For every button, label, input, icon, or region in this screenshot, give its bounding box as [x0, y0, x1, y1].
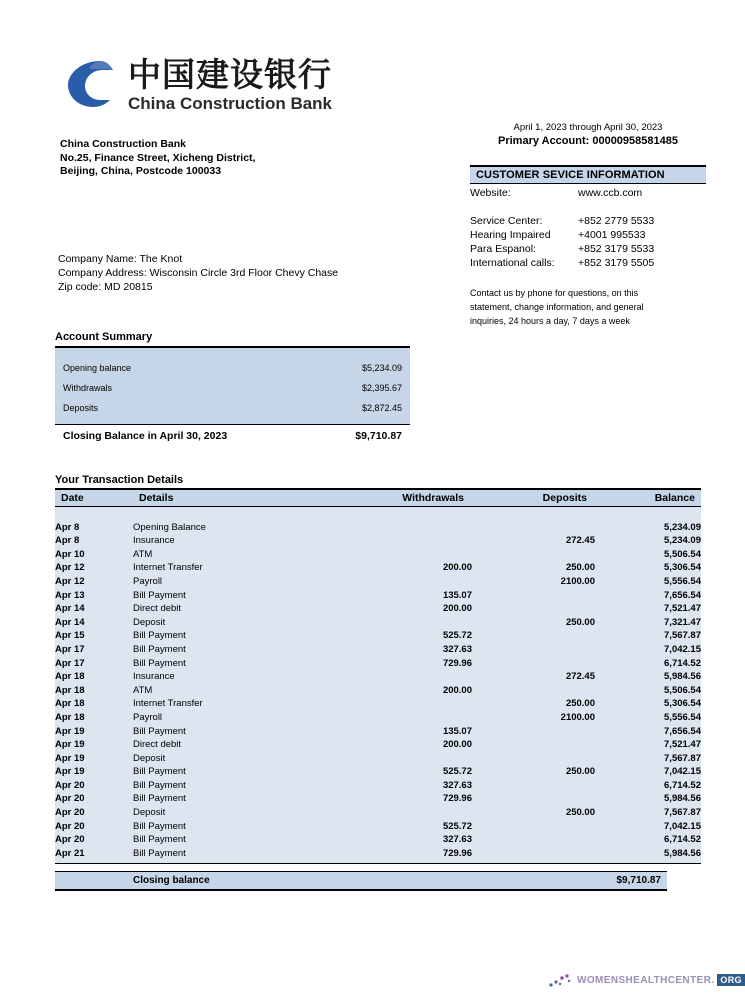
cell-withdrawals: 327.63 — [349, 833, 472, 847]
cell-details: Bill Payment — [133, 629, 349, 643]
cell-deposits: 2100.00 — [472, 575, 595, 589]
cell-withdrawals: 200.00 — [349, 602, 472, 616]
cell-details: Opening Balance — [133, 521, 349, 535]
cell-balance: 7,042.15 — [595, 765, 701, 779]
cell-balance: 7,656.54 — [595, 725, 701, 739]
cell-withdrawals: 200.00 — [349, 684, 472, 698]
cell-balance: 7,042.15 — [595, 820, 701, 834]
cell-balance: 5,306.54 — [595, 561, 701, 575]
account-summary-closing-row — [55, 424, 410, 444]
cell-details: Bill Payment — [133, 765, 349, 779]
cell-balance: 5,306.54 — [595, 697, 701, 711]
cell-details: Bill Payment — [133, 643, 349, 657]
cell-date: Apr 18 — [55, 711, 133, 725]
cell-withdrawals — [349, 670, 472, 684]
cell-deposits: 272.45 — [472, 670, 595, 684]
cell-details: Insurance — [133, 534, 349, 548]
watermark-text: WOMENSHEALTHCENTER. — [577, 974, 715, 986]
table-row[interactable] — [55, 779, 701, 793]
cell-deposits — [472, 847, 595, 864]
cell-details: Bill Payment — [133, 657, 349, 671]
footer-watermark — [548, 972, 745, 988]
cell-details: Deposit — [133, 752, 349, 766]
cell-details: Bill Payment — [133, 820, 349, 834]
summary-row-label: Opening balance — [63, 363, 132, 373]
cell-details: ATM — [133, 684, 349, 698]
cell-deposits: 250.00 — [472, 765, 595, 779]
transaction-table-head — [55, 489, 701, 507]
table-row[interactable] — [55, 602, 701, 616]
cell-date: Apr 20 — [55, 833, 133, 847]
cell-deposits — [472, 602, 595, 616]
cell-date: Apr 21 — [55, 847, 133, 864]
primary-account-number: Primary Account: 00000958581485 — [498, 135, 678, 147]
cell-withdrawals — [349, 752, 472, 766]
table-row[interactable] — [55, 806, 701, 820]
table-row[interactable] — [55, 738, 701, 752]
bank-address — [60, 138, 255, 179]
cell-withdrawals: 729.96 — [349, 847, 472, 864]
transaction-details-block — [55, 474, 701, 864]
cell-details: Internet Transfer — [133, 561, 349, 575]
customer-service-website-row — [470, 186, 706, 200]
table-row[interactable] — [55, 670, 701, 684]
transaction-header-row — [55, 489, 701, 507]
cell-deposits — [472, 792, 595, 806]
cell-balance: 6,714.52 — [595, 833, 701, 847]
contact-row — [470, 228, 706, 242]
cell-withdrawals: 135.07 — [349, 589, 472, 603]
cell-balance: 7,567.87 — [595, 629, 701, 643]
table-row[interactable] — [55, 752, 701, 766]
table-row[interactable] — [55, 847, 701, 864]
transaction-table-body — [55, 507, 701, 864]
cell-details: Payroll — [133, 711, 349, 725]
account-summary-title: Account Summary — [55, 331, 410, 348]
cell-withdrawals: 729.96 — [349, 657, 472, 671]
statement-period: April 1, 2023 through April 30, 2023 — [513, 122, 663, 133]
cell-date: Apr 10 — [55, 548, 133, 562]
cell-withdrawals: 327.63 — [349, 643, 472, 657]
cell-date: Apr 17 — [55, 657, 133, 671]
cell-withdrawals: 525.72 — [349, 629, 472, 643]
customer-address: Company Address: Wisconsin Circle 3rd Floor Chevy Chase — [58, 267, 339, 279]
table-row[interactable] — [55, 616, 701, 630]
contact-value: +4001 995533 — [578, 229, 646, 241]
cell-balance: 7,656.54 — [595, 589, 701, 603]
contact-label: Para Espanol: — [470, 243, 536, 255]
customer-service-title: CUSTOMER SEVICE INFORMATION — [470, 165, 706, 184]
watermark-org-badge: ORG — [717, 974, 744, 986]
cell-withdrawals — [349, 697, 472, 711]
cell-withdrawals — [349, 711, 472, 725]
website-value[interactable]: www.ccb.com — [578, 187, 643, 199]
summary-row-label: Withdrawals — [63, 383, 113, 393]
cell-balance: 7,567.87 — [595, 806, 701, 820]
cell-deposits: 2100.00 — [472, 711, 595, 725]
cell-details: Deposit — [133, 616, 349, 630]
contact-label: Service Center: — [470, 215, 543, 227]
cell-deposits: 250.00 — [472, 697, 595, 711]
cell-balance: 7,521.47 — [595, 602, 701, 616]
summary-row — [55, 398, 410, 418]
contact-row — [470, 214, 706, 228]
contact-row — [470, 256, 706, 270]
cell-date: Apr 12 — [55, 575, 133, 589]
contact-value: +852 3179 5505 — [578, 257, 655, 269]
transactions-closing-label: Closing balance — [133, 875, 210, 886]
cell-details: Insurance — [133, 670, 349, 684]
table-row[interactable] — [55, 833, 701, 847]
cell-date: Apr 17 — [55, 643, 133, 657]
cell-deposits: 250.00 — [472, 806, 595, 820]
summary-row — [55, 358, 410, 378]
dots-icon — [548, 972, 574, 988]
customer-name: Company Name: The Knot — [58, 253, 183, 265]
cell-deposits — [472, 725, 595, 739]
table-row[interactable] — [55, 643, 701, 657]
cell-balance: 5,556.54 — [595, 711, 701, 725]
table-row[interactable] — [55, 697, 701, 711]
cell-deposits — [472, 521, 595, 535]
closing-balance-label: Closing Balance in April 30, 2023 — [63, 430, 228, 442]
customer-service-phone-list — [470, 214, 706, 270]
cell-deposits — [472, 657, 595, 671]
cell-details: ATM — [133, 548, 349, 562]
ccb-logo-icon — [60, 55, 116, 111]
cell-balance: 7,567.87 — [595, 752, 701, 766]
cell-balance: 5,234.09 — [595, 534, 701, 548]
cell-balance: 5,506.54 — [595, 684, 701, 698]
cell-details: Bill Payment — [133, 847, 349, 864]
table-row[interactable] — [55, 657, 701, 671]
cell-date: Apr 18 — [55, 697, 133, 711]
summary-row — [55, 378, 410, 398]
table-row[interactable] — [55, 561, 701, 575]
cell-date: Apr 14 — [55, 616, 133, 630]
cell-date: Apr 19 — [55, 752, 133, 766]
cell-details: Bill Payment — [133, 792, 349, 806]
cell-details: Direct debit — [133, 602, 349, 616]
cell-deposits — [472, 548, 595, 562]
cell-date: Apr 18 — [55, 684, 133, 698]
cell-balance: 5,234.09 — [595, 521, 701, 535]
summary-row-label: Deposits — [63, 403, 99, 413]
contact-row — [470, 242, 706, 256]
cell-date: Apr 12 — [55, 561, 133, 575]
cell-date: Apr 13 — [55, 589, 133, 603]
cell-withdrawals — [349, 534, 472, 548]
cell-details: Internet Transfer — [133, 697, 349, 711]
cell-details: Payroll — [133, 575, 349, 589]
logo-wordmark — [128, 55, 332, 114]
bank-address-line-3: Beijing, China, Postcode 100033 — [60, 165, 222, 177]
table-row[interactable] — [55, 765, 701, 779]
cell-details: Bill Payment — [133, 589, 349, 603]
table-row[interactable] — [55, 575, 701, 589]
cell-balance: 7,042.15 — [595, 643, 701, 657]
table-row[interactable] — [55, 725, 701, 739]
cell-details: Direct debit — [133, 738, 349, 752]
cell-details: Deposit — [133, 806, 349, 820]
transaction-details-title: Your Transaction Details — [55, 474, 184, 486]
cell-balance: 7,321.47 — [595, 616, 701, 630]
cell-balance: 6,714.52 — [595, 779, 701, 793]
table-row[interactable] — [55, 711, 701, 725]
table-row[interactable] — [55, 548, 701, 562]
cell-date: Apr 19 — [55, 725, 133, 739]
cell-date: Apr 20 — [55, 779, 133, 793]
transactions-closing-balance-row — [55, 871, 667, 891]
contact-value: +852 3179 5533 — [578, 243, 655, 255]
cell-withdrawals: 200.00 — [349, 561, 472, 575]
table-row[interactable] — [55, 534, 701, 548]
cell-date: Apr 14 — [55, 602, 133, 616]
cell-date: Apr 20 — [55, 820, 133, 834]
column-header-date[interactable]: Date — [55, 489, 133, 507]
cell-deposits — [472, 629, 595, 643]
cell-deposits: 250.00 — [472, 561, 595, 575]
customer-service-note — [470, 286, 706, 328]
cell-deposits: 250.00 — [472, 616, 595, 630]
cell-withdrawals — [349, 616, 472, 630]
cell-deposits — [472, 779, 595, 793]
cell-withdrawals: 729.96 — [349, 792, 472, 806]
bank-address-line-2: No.25, Finance Street, Xicheng District, — [60, 151, 256, 164]
cell-balance: 6,714.52 — [595, 657, 701, 671]
table-row[interactable] — [55, 792, 701, 806]
bank-logo — [60, 55, 332, 114]
cell-deposits: 272.45 — [472, 534, 595, 548]
cell-deposits — [472, 752, 595, 766]
cell-withdrawals: 327.63 — [349, 779, 472, 793]
cell-date: Apr 8 — [55, 534, 133, 548]
table-row[interactable] — [55, 820, 701, 834]
cell-withdrawals: 525.72 — [349, 820, 472, 834]
customer-service-block — [470, 165, 706, 328]
cell-withdrawals — [349, 575, 472, 589]
column-header-deposits[interactable]: Deposits — [472, 489, 595, 507]
cell-date: Apr 19 — [55, 738, 133, 752]
cell-details: Bill Payment — [133, 833, 349, 847]
note-line-2: statement, change information, and general — [470, 302, 644, 312]
cell-deposits — [472, 589, 595, 603]
cell-details: Bill Payment — [133, 725, 349, 739]
column-header-balance[interactable]: Balance — [595, 489, 701, 507]
summary-row-value: $5,234.09 — [361, 363, 402, 373]
cell-date: Apr 15 — [55, 629, 133, 643]
table-spacer-row — [55, 507, 701, 521]
cell-balance: 5,506.54 — [595, 548, 701, 562]
account-summary-block — [55, 331, 410, 444]
summary-row-value: $2,872.45 — [361, 403, 402, 413]
cell-date: Apr 8 — [55, 521, 133, 535]
cell-withdrawals: 135.07 — [349, 725, 472, 739]
cell-withdrawals — [349, 548, 472, 562]
cell-details: Bill Payment — [133, 779, 349, 793]
summary-row-value: $2,395.67 — [361, 383, 402, 393]
cell-withdrawals — [349, 806, 472, 820]
transaction-table — [55, 488, 701, 864]
table-row[interactable] — [55, 589, 701, 603]
cell-withdrawals: 525.72 — [349, 765, 472, 779]
cell-deposits — [472, 643, 595, 657]
cell-date: Apr 18 — [55, 670, 133, 684]
statement-period-block — [470, 121, 706, 149]
logo-english-name: China Construction Bank — [128, 94, 333, 113]
cell-deposits — [472, 833, 595, 847]
column-header-withdrawals[interactable]: Withdrawals — [349, 489, 472, 507]
table-row[interactable] — [55, 521, 701, 535]
logo-chinese-name: 中国建设银行 — [128, 55, 332, 94]
note-line-3: inquiries, 24 hours a day, 7 days a week — [470, 316, 630, 326]
cell-balance: 5,556.54 — [595, 575, 701, 589]
contact-label: Hearing Impaired — [470, 229, 551, 241]
contact-label: International calls: — [470, 257, 555, 269]
table-row[interactable] — [55, 684, 701, 698]
closing-balance-value: $9,710.87 — [355, 430, 402, 442]
customer-address-block — [58, 252, 338, 294]
cell-withdrawals — [349, 521, 472, 535]
cell-withdrawals: 200.00 — [349, 738, 472, 752]
website-label: Website: — [470, 187, 511, 199]
bank-address-line-1: China Construction Bank — [60, 138, 187, 150]
cell-balance: 5,984.56 — [595, 792, 701, 806]
cell-date: Apr 20 — [55, 806, 133, 820]
cell-balance: 5,984.56 — [595, 670, 701, 684]
note-line-1: Contact us by phone for questions, on this — [470, 288, 639, 298]
contact-value: +852 2779 5533 — [578, 215, 655, 227]
transactions-closing-value: $9,710.87 — [616, 875, 661, 886]
customer-zip: Zip code: MD 20815 — [58, 281, 153, 293]
column-header-details[interactable]: Details — [133, 489, 349, 507]
cell-deposits — [472, 738, 595, 752]
table-row[interactable] — [55, 629, 701, 643]
cell-balance: 7,521.47 — [595, 738, 701, 752]
cell-deposits — [472, 684, 595, 698]
cell-deposits — [472, 820, 595, 834]
cell-balance: 5,984.56 — [595, 847, 701, 864]
cell-date: Apr 19 — [55, 765, 133, 779]
account-summary-rows — [55, 348, 410, 424]
cell-date: Apr 20 — [55, 792, 133, 806]
